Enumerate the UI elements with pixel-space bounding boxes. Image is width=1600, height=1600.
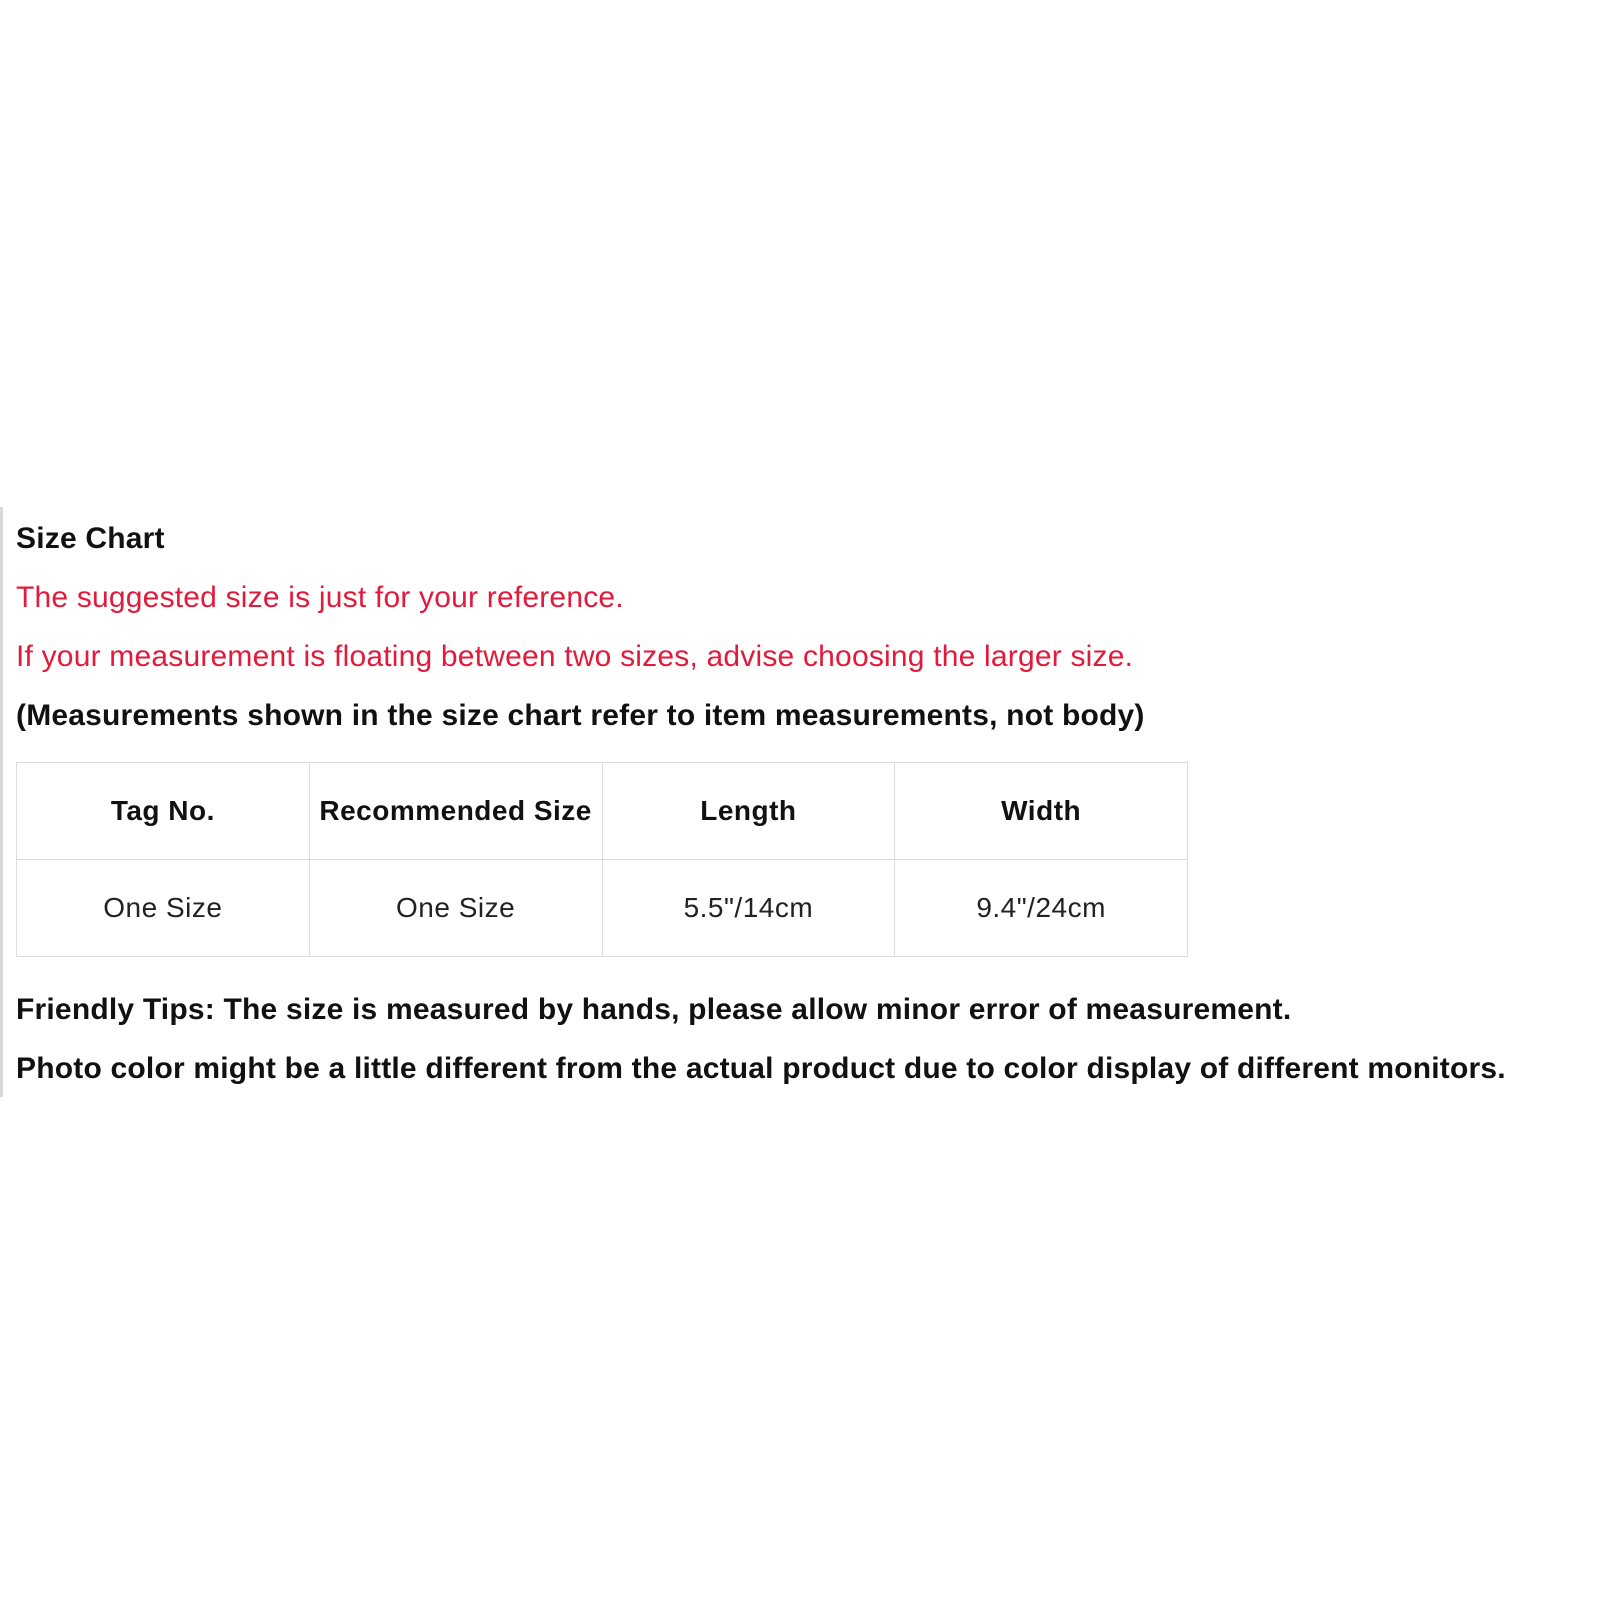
friendly-tip: Friendly Tips: The size is measured by hands, please allow minor error of measurement. [16, 993, 1292, 1026]
photo-color-tip: Photo color might be a little different from the actual product due to color display of different monitors. [16, 1052, 1506, 1085]
header-recommended-size: Recommended Size [309, 763, 602, 860]
reference-note: The suggested size is just for your reference. [16, 581, 624, 614]
size-chart-section [0, 507, 1600, 1097]
size-table [16, 762, 1188, 957]
header-length: Length [602, 763, 895, 860]
cell-width: 9.4"/24cm [895, 860, 1188, 957]
measurement-note: (Measurements shown in the size chart refer to item measurements, not body) [16, 699, 1145, 732]
cell-tag-no: One Size [17, 860, 310, 957]
table-row [17, 860, 1188, 957]
header-width: Width [895, 763, 1188, 860]
cell-recommended-size: One Size [309, 860, 602, 957]
header-tag-no: Tag No. [17, 763, 310, 860]
table-header-row [17, 763, 1188, 860]
larger-size-note: If your measurement is floating between two sizes, advise choosing the larger size. [16, 640, 1134, 673]
cell-length: 5.5"/14cm [602, 860, 895, 957]
size-chart-title: Size Chart [16, 522, 165, 555]
